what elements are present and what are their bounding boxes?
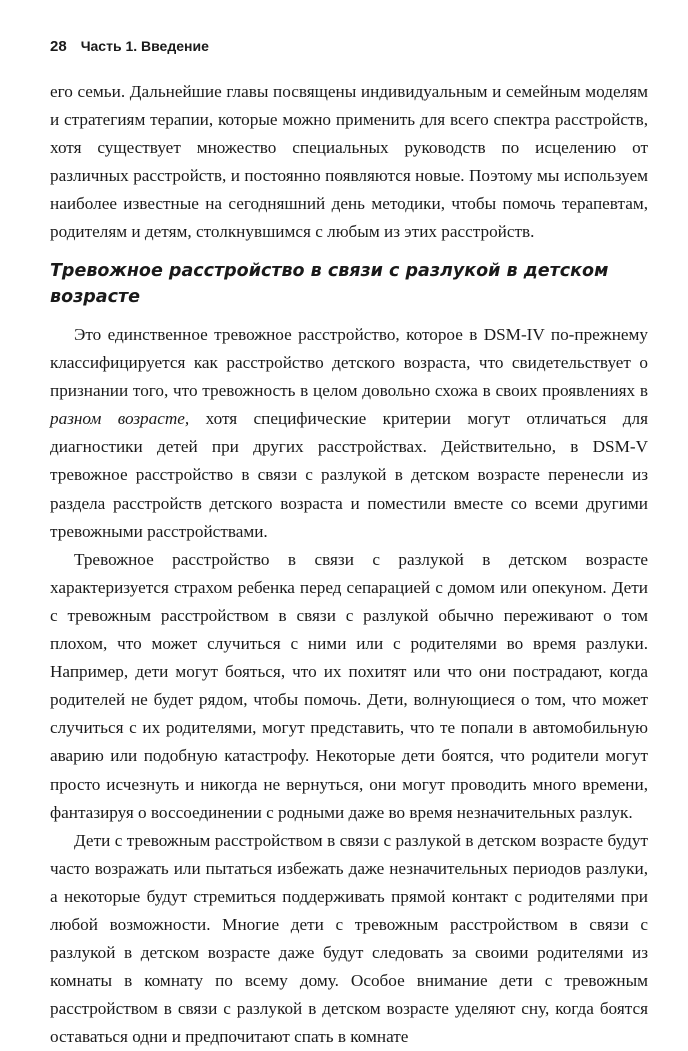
paragraph-1-emphasis: разном возрасте,	[50, 409, 190, 429]
page-number: 28	[50, 38, 67, 55]
body-text-top	[50, 78, 648, 247]
paragraph-1-text-a: Это единственное тревожное расстройство, которое в DSM-IV по-прежнему классифицируется как расстройство детского возраста, что свидетельствует о признании того, что тревожность в целом довольно схожа в своих проявлениях в	[50, 325, 648, 401]
paragraph-2: Тревожное расстройство в связи с разлукой в детском возрасте характеризуется страхом ребенка перед сепарацией с домом или опекуном. Дети с тревожным расстройством в связи с разлукой обычно переживают о том плохом, что может случиться с ними или с родителями во время разлуки. Например, дети могут бояться, что их похитят или что они пострадают, когда родителей не будет рядом, чтобы помочь. Дети, волнующиеся о том, что может случиться с их родителями, могут представить, что те попали в автомобильную аварию или подобную катастрофу. Некоторые дети боятся, что родители могут просто исчезнуть и никогда не вернуться, они могут проводить много времени, фантазируя о воссоединении с родными даже во время незначительных разлук.	[50, 549, 648, 822]
paragraph-1	[50, 321, 648, 546]
running-head	[50, 38, 209, 55]
continued-paragraph: его семьи. Дальнейшие главы посвящены индивидуальным и семейным моделям и стратегиям терапии, которые можно применить для всего спектра расстройств, хотя существует множество специальных руководств по исцелению от различных расстройств, и постоянно появляются новые. Поэтому мы используем наиболее известные на сегодняшний день методики, чтобы помочь терапевтам, родителям и детям, столкнувшимся с любым из этих расстройств.	[50, 82, 648, 242]
body-text-section	[50, 321, 648, 1051]
paragraph-3: Дети с тревожным расстройством в связи с разлукой в детском возрасте будут часто возражать или пытаться избежать даже незначительных периодов разлуки, а некоторые будут стремиться поддерживать прямой контакт с родителями при любой возможности. Многие дети с тревожным расстройством в связи с разлукой в детском возрасте даже будут следовать за своими родителями из комнаты в комнату по всему дому. Особое внимание дети с тревожным расстройством в связи с разлукой в детском возрасте уделяют сну, когда боятся оставаться одни и предпочитают спать в комнате	[50, 830, 648, 1047]
section-heading: Тревожное расстройство в связи с разлукой в детском возрасте	[50, 261, 609, 307]
paragraph-1-text-b: хотя специфические критерии могут отличаться для диагностики детей при других расстройствах. Действительно, в DSM-V тревожное расстройство в связи с разлукой в детском возрасте перенесли из раздела расстройств детского возраста и поместили вместе со всеми другими тревожными расстройствами.	[50, 409, 648, 541]
running-head-title: Часть 1. Введение	[80, 38, 209, 54]
